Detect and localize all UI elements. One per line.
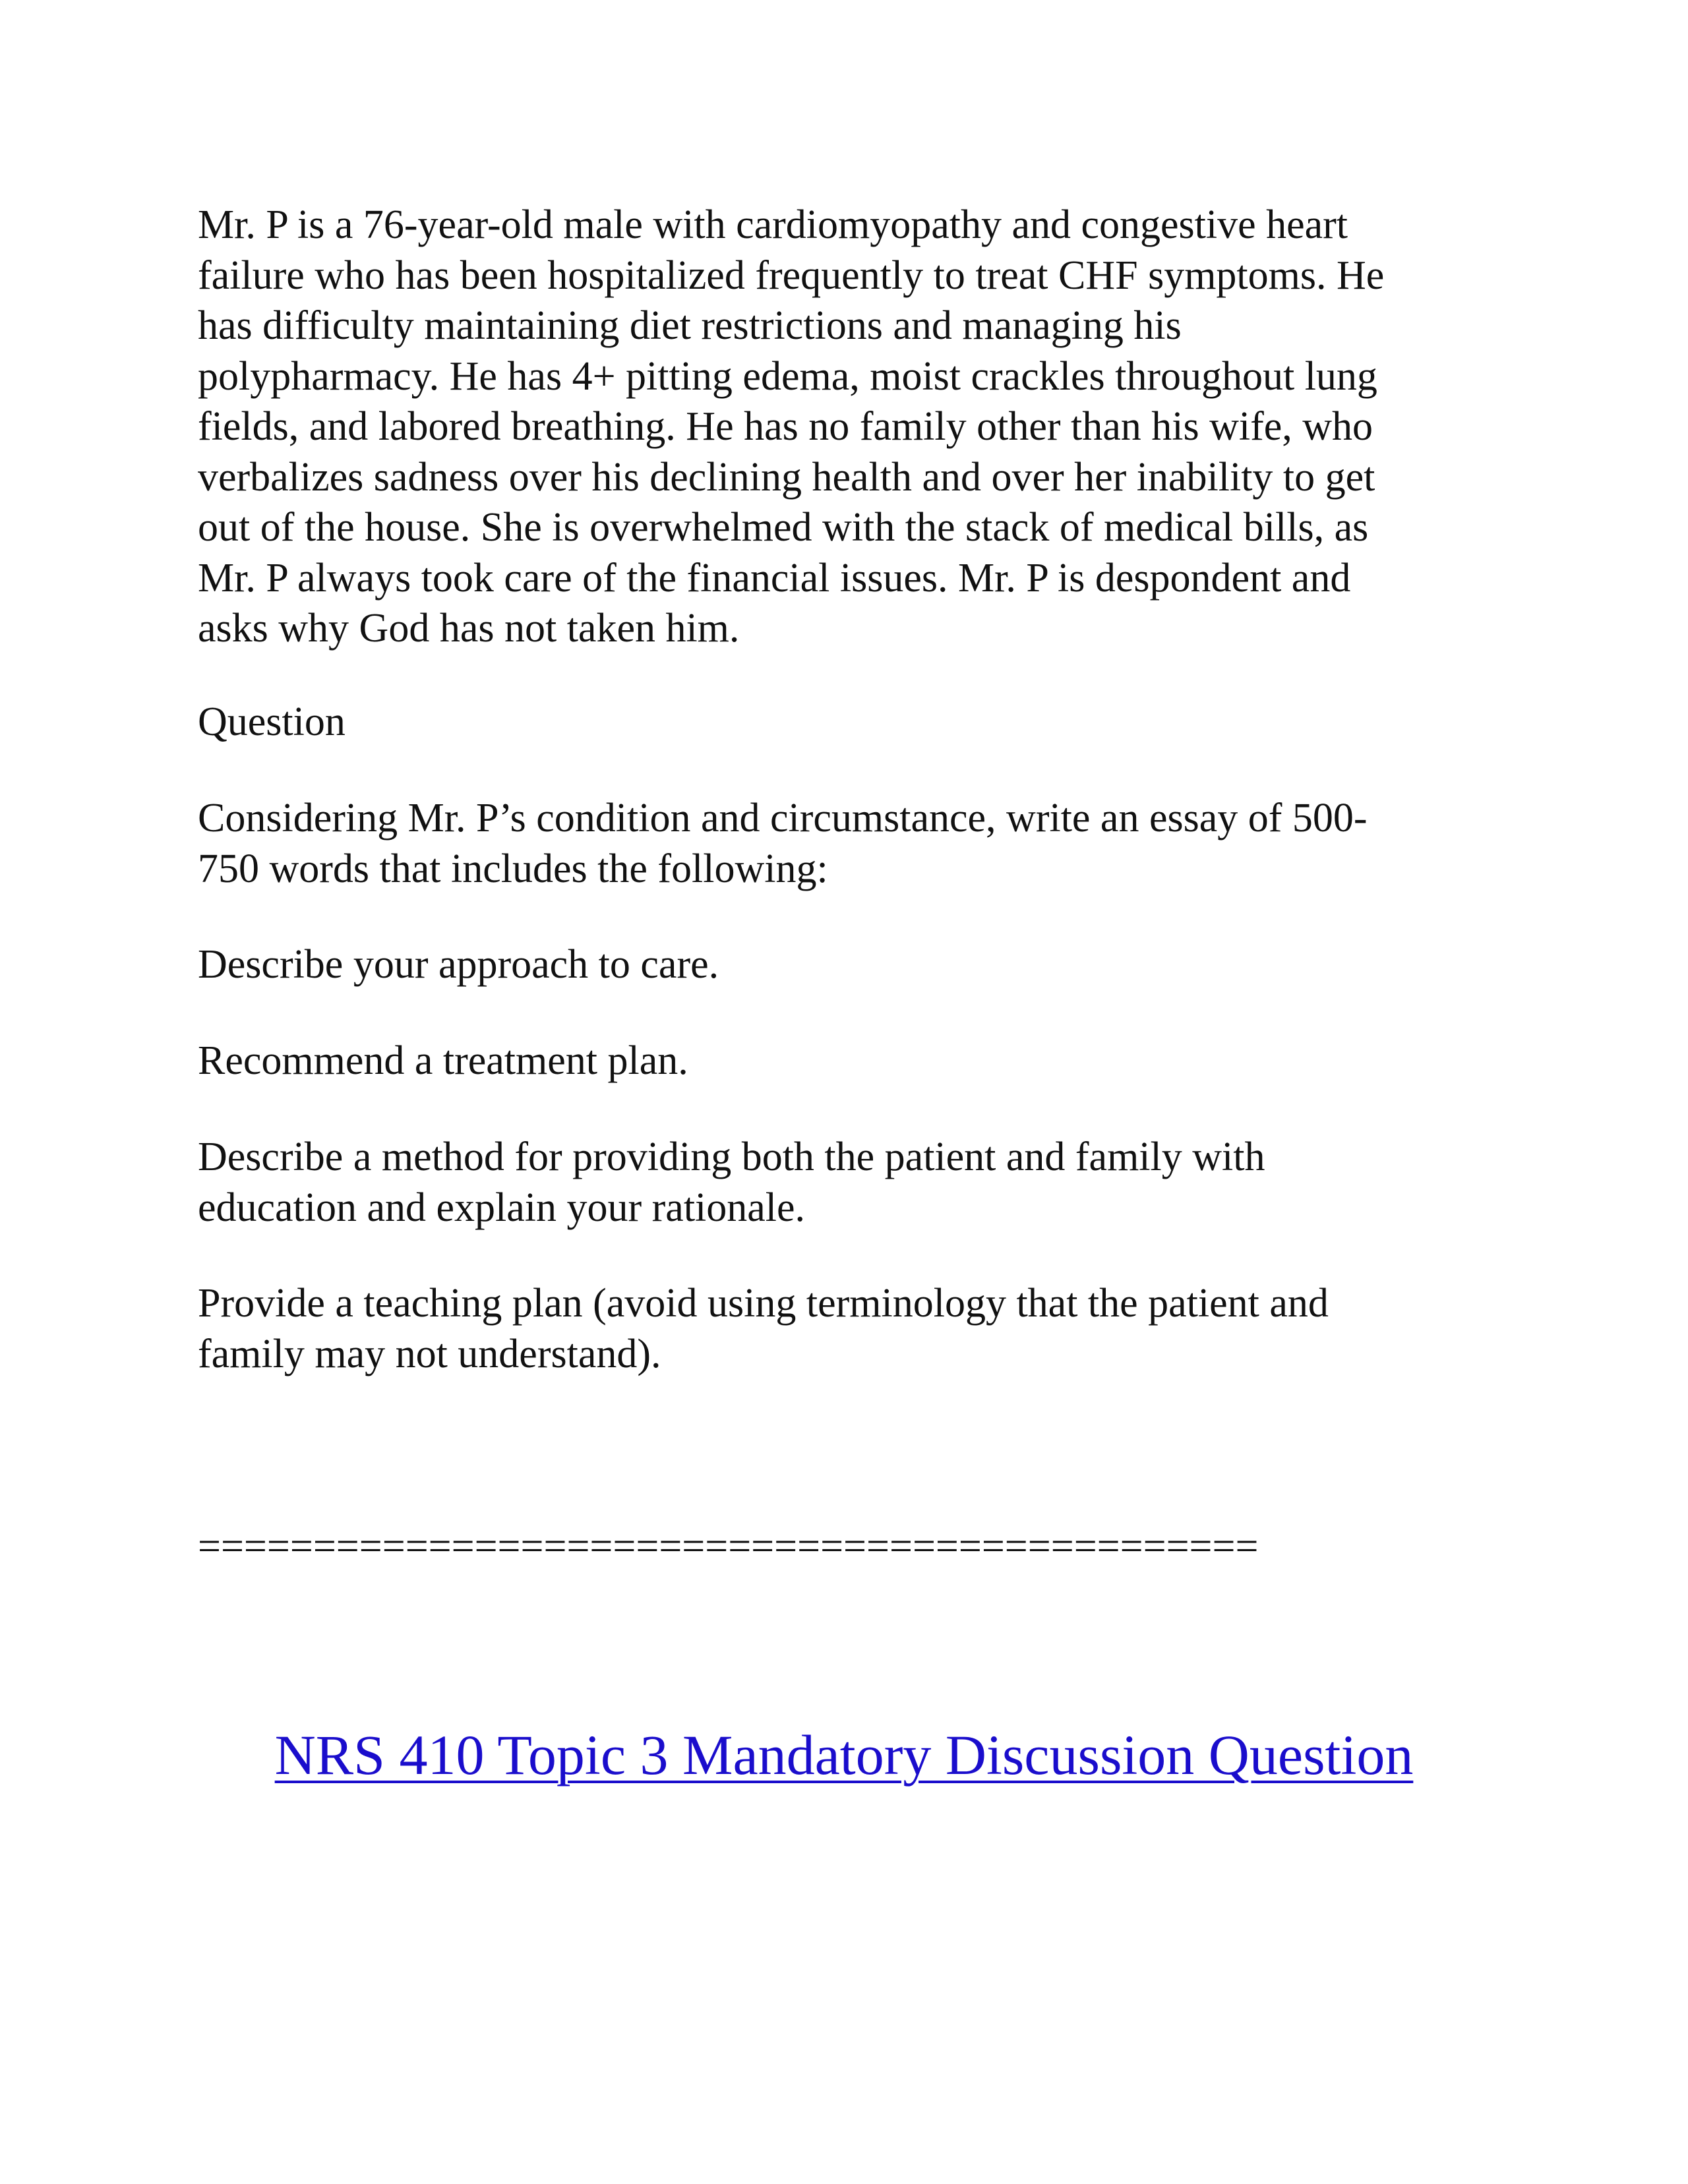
requirement-education-method: Describe a method for providing both the patient and family with education and explain your rationale. xyxy=(198,1135,1265,1230)
case-description: Mr. P is a 76-year-old male with cardiomyopathy and congestive heart failure who has been hospitalized frequently to treat CHF symptoms. He has difficulty maintaining diet restrictions and managing his polypharmacy. He has 4+ pitting edema, moist crackles throughout lung fields, and labored breathing. He has no family other than his wife, who verbalizes sadness over his declining health and over her inability to get out of the house. She is overwhelmed with the stack of medical bills, as Mr. P always took care of the financial issues. Mr. P is despondent and asks why God has not taken him. xyxy=(198,202,1385,651)
requirement-approach-to-care: Describe your approach to care. xyxy=(198,942,719,987)
discussion-question-link[interactable]: NRS 410 Topic 3 Mandatory Discussion Question xyxy=(274,1723,1414,1786)
essay-prompt: Considering Mr. P’s condition and circumstance, write an essay of 500- 750 words that includes the following: xyxy=(198,796,1368,891)
question-heading: Question xyxy=(198,699,346,744)
separator-line: ============================================== xyxy=(198,1524,1259,1569)
requirement-treatment-plan: Recommend a treatment plan. xyxy=(198,1038,688,1083)
requirement-teaching-plan: Provide a teaching plan (avoid using terminology that the patient and family may not understand). xyxy=(198,1281,1329,1376)
